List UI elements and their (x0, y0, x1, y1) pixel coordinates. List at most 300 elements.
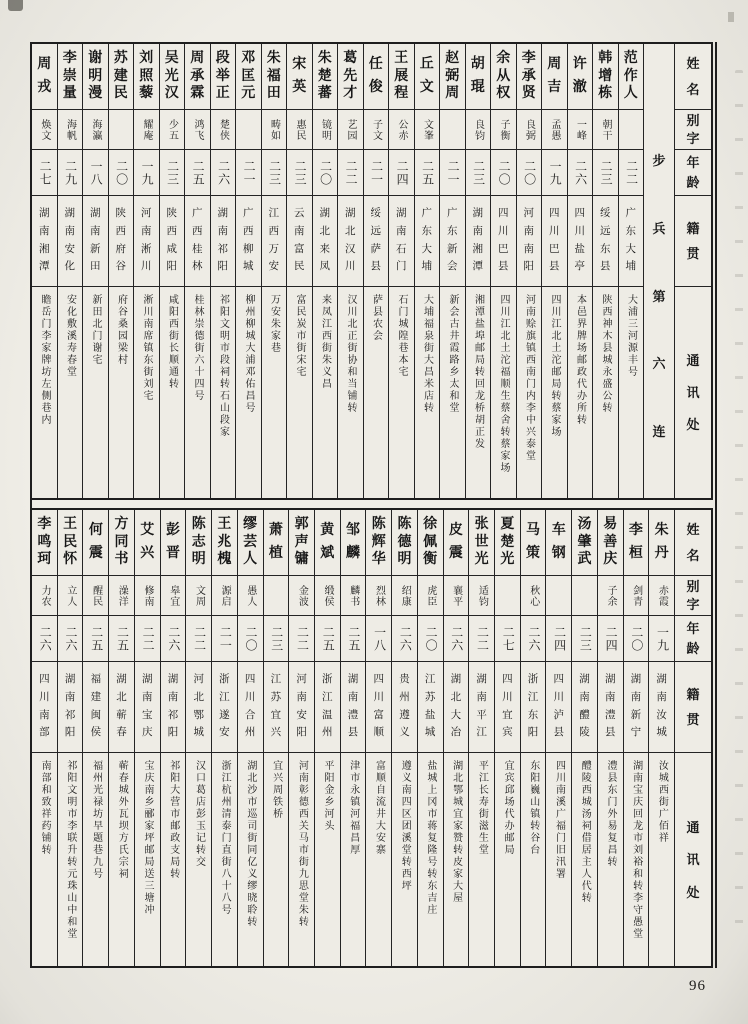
courtesy-name-cell (546, 576, 571, 616)
native-place-cell: 湖 南 安 化 (58, 196, 83, 287)
native-place-cell: 河 南 安 阳 (289, 662, 314, 753)
person-column (261, 44, 287, 498)
courtesy-name-cell (495, 576, 520, 616)
courtesy-name-cell (415, 110, 440, 150)
age-cell (58, 616, 83, 662)
contact-cell (161, 753, 186, 966)
age-cell-text: 二二 (344, 159, 359, 186)
person-column (185, 510, 211, 966)
name-cell: 葛 先 才 (338, 44, 363, 110)
courtesy-name-cell (593, 110, 618, 150)
native-place-cell: 广 东 新 会 (440, 196, 465, 287)
age-cell-text: 二〇 (318, 159, 333, 186)
column-header-courtesy_name: 别 字 (675, 576, 711, 616)
contact-cell-text: 大埔福泉街大昌米店转 (421, 294, 433, 414)
contact-cell (58, 753, 83, 966)
native-place-cell: 四 川 南 部 (32, 662, 57, 753)
courtesy-name-cell (262, 110, 287, 150)
courtesy-name-cell-text: 绍康 (399, 584, 411, 607)
courtesy-name-cell-text: 缎侯 (322, 584, 334, 607)
name-cell: 李 崇 量 (58, 44, 83, 110)
name-cell: 丘 文 (415, 44, 440, 110)
native-place-cell: 湖 北 蕲 春 (109, 662, 134, 753)
native-place-cell: 四 川 宜 宾 (495, 662, 520, 753)
contact-cell (495, 753, 520, 966)
courtesy-name-cell (649, 576, 674, 616)
name-cell: 皮 震 (444, 510, 469, 576)
native-place-cell: 湖 南 新 田 (83, 196, 108, 287)
name-cell: 陈 德 明 (392, 510, 417, 576)
courtesy-name-cell (160, 110, 185, 150)
courtesy-name-cell (32, 110, 57, 150)
courtesy-name-cell-text: 修南 (142, 584, 154, 607)
courtesy-name-cell (83, 576, 108, 616)
person-column (516, 44, 542, 498)
courtesy-name-cell (341, 576, 366, 616)
contact-cell (238, 753, 263, 966)
native-place-cell: 江 苏 宜 兴 (264, 662, 289, 753)
age-cell-text: 一九 (140, 159, 155, 186)
name-cell: 陈 志 明 (186, 510, 211, 576)
contact-cell (32, 287, 57, 498)
native-place-cell: 四 川 泸 县 (546, 662, 571, 753)
contact-cell (649, 753, 674, 966)
age-cell (185, 150, 210, 196)
courtesy-name-cell (598, 576, 623, 616)
contact-cell-text: 四川江北土沱福顺生蔡舍转蔡家场 (498, 294, 509, 474)
age-cell (160, 150, 185, 196)
native-place-cell: 湖 南 新 宁 (624, 662, 649, 753)
native-place-cell: 江 苏 盐 城 (418, 662, 443, 753)
name-cell: 范 作 人 (619, 44, 644, 110)
age-cell (392, 616, 417, 662)
person-column (235, 44, 261, 498)
name-cell: 王 兆 槐 (212, 510, 237, 576)
contact-cell (135, 753, 160, 966)
courtesy-name-cell-text: 子余 (604, 584, 616, 607)
contact-cell-text: 湖南宝庆回龙市刘裕和转李守愚堂 (630, 760, 642, 940)
contact-cell (32, 753, 57, 966)
courtesy-name-cell (542, 110, 567, 150)
contact-cell-text: 南部和致祥药铺转 (39, 760, 51, 856)
contact-cell (491, 287, 516, 498)
name-cell: 胡 琨 (466, 44, 491, 110)
age-cell (568, 150, 593, 196)
person-column (545, 510, 571, 966)
person-column (414, 44, 440, 498)
age-cell-text: 二一 (446, 159, 461, 186)
person-column (159, 44, 185, 498)
person-column (592, 44, 618, 498)
person-column (439, 44, 465, 498)
courtesy-name-cell-text: 海瀛 (90, 118, 101, 141)
name-cell: 余 从 权 (491, 44, 516, 110)
contact-cell-text: 本邑界牌场邮政代办所转 (574, 294, 586, 426)
contact-cell-text: 遵义南四区团溪堂转西坪 (399, 760, 411, 892)
age-cell (83, 616, 108, 662)
name-cell: 王 展 程 (389, 44, 414, 110)
contact-cell (572, 753, 597, 966)
age-cell (313, 150, 338, 196)
contact-cell-text: 四川南溪广福门旧汛署 (553, 760, 565, 880)
age-cell (338, 150, 363, 196)
contact-cell (389, 287, 414, 498)
courtesy-name-cell-text: 虎臣 (424, 584, 436, 607)
contact-cell (211, 287, 236, 498)
contact-cell (418, 753, 443, 966)
courtesy-name-cell (313, 110, 338, 150)
person-column (337, 44, 363, 498)
native-place-cell: 河 南 淅 川 (134, 196, 159, 287)
name-cell: 李 桓 (624, 510, 649, 576)
contact-cell-text: 平阳金乡河头 (322, 760, 334, 832)
age-cell (440, 150, 465, 196)
name-cell: 艾 兴 (135, 510, 160, 576)
person-column (82, 44, 108, 498)
person-column (571, 510, 597, 966)
age-cell (598, 616, 623, 662)
native-place-cell: 湖 南 祁 阳 (161, 662, 186, 753)
contact-cell-text: 澧县东门外易复昌转 (604, 760, 616, 868)
age-cell (619, 150, 644, 196)
age-cell (32, 150, 57, 196)
age-cell (315, 616, 340, 662)
contact-cell-text: 湘潭盐埠邮局转回龙桥胡正发 (472, 294, 484, 450)
contact-cell (313, 287, 338, 498)
age-cell (83, 150, 108, 196)
courtesy-name-cell-text: 源启 (219, 584, 231, 607)
native-place-cell: 广 西 柳 城 (236, 196, 261, 287)
courtesy-name-cell-text: 襄平 (450, 584, 462, 607)
age-cell (58, 150, 83, 196)
age-cell (236, 150, 261, 196)
column-header-age: 年 龄 (675, 150, 711, 196)
courtesy-name-cell-text: 文峯 (421, 118, 433, 141)
age-cell-text: 二〇 (424, 625, 439, 652)
name-cell: 段 举 正 (211, 44, 236, 110)
header-column (674, 510, 711, 966)
courtesy-name-cell (161, 576, 186, 616)
contact-cell (134, 287, 159, 498)
name-cell: 缪 芸 人 (238, 510, 263, 576)
column-header-age: 年 龄 (675, 616, 711, 662)
age-cell-text: 二〇 (114, 159, 129, 186)
name-cell: 陈 辉 华 (366, 510, 391, 576)
contact-cell-text: 汝城西街广佰祥 (656, 760, 668, 844)
age-cell-text: 二三 (165, 159, 180, 186)
courtesy-name-cell-text: 秋心 (527, 584, 539, 607)
courtesy-name-cell (392, 576, 417, 616)
native-place-cell: 广 东 大 埔 (415, 196, 440, 287)
native-place-cell: 四 川 巴 县 (491, 196, 516, 287)
name-cell: 朱 丹 (649, 510, 674, 576)
courtesy-name-cell-text: 金波 (296, 584, 308, 607)
roster-table-bottom (30, 508, 713, 968)
contact-cell (364, 287, 389, 498)
age-cell (366, 616, 391, 662)
courtesy-name-cell (83, 110, 108, 150)
courtesy-name-cell-text: 焕文 (39, 118, 50, 141)
age-cell-text: 二六 (166, 625, 181, 652)
contact-cell (517, 287, 542, 498)
contact-cell (109, 753, 134, 966)
age-cell-text: 一九 (655, 625, 670, 652)
courtesy-name-cell (364, 110, 389, 150)
native-place-cell: 四 川 巴 县 (542, 196, 567, 287)
person-column (340, 510, 366, 966)
age-cell (109, 150, 134, 196)
native-place-cell: 河 北 鄂 城 (186, 662, 211, 753)
person-column (494, 510, 520, 966)
name-cell: 何 震 (83, 510, 108, 576)
courtesy-name-cell-text: 公赤 (396, 118, 407, 141)
contact-cell-text: 淅川南席镇东街刘宅 (141, 294, 152, 402)
contact-cell-text: 盐城上冈市蒋复隆号转东吉庄 (424, 760, 436, 916)
contact-cell (287, 287, 312, 498)
person-column (286, 44, 312, 498)
person-column (468, 510, 494, 966)
name-cell: 谢 明 漫 (83, 44, 108, 110)
native-place-cell: 湖 南 湘 潭 (32, 196, 57, 287)
courtesy-name-cell-text: 麟书 (347, 584, 359, 607)
contact-cell-text: 汉口葛店彭玉记转交 (193, 760, 205, 868)
name-cell: 王 民 怀 (58, 510, 83, 576)
native-place-cell: 江 西 万 安 (262, 196, 287, 287)
name-cell: 邓 匡 元 (236, 44, 261, 110)
age-cell-text: 二七 (501, 625, 516, 652)
age-cell (135, 616, 160, 662)
age-cell-text: 二一 (242, 159, 257, 186)
courtesy-name-cell-text: 良弼 (523, 118, 535, 141)
age-cell-text: 二二 (141, 625, 156, 652)
person-column (32, 510, 57, 966)
contact-cell (440, 287, 465, 498)
age-cell-text: 二三 (471, 159, 486, 186)
age-cell-text: 二六 (526, 625, 541, 652)
unit-column (643, 44, 674, 498)
native-place-cell: 浙 江 东 阳 (521, 662, 546, 753)
courtesy-name-cell-text: 愚人 (244, 584, 256, 607)
name-cell: 马 策 (521, 510, 546, 576)
courtesy-name-cell-text: 烈林 (373, 584, 385, 607)
contact-cell-text: 湖北沙市巡司街同亿义缪晓聆转 (244, 760, 256, 928)
person-column (567, 44, 593, 498)
native-place-cell: 绥 远 萨 县 (364, 196, 389, 287)
courtesy-name-cell (517, 110, 542, 150)
contact-cell (83, 287, 108, 498)
name-cell: 周 戎 (32, 44, 57, 110)
native-place-cell: 湖 南 宝 庆 (135, 662, 160, 753)
age-cell-text: 二二 (475, 625, 490, 652)
courtesy-name-cell (109, 110, 134, 150)
age-cell-text: 二二 (624, 159, 639, 186)
header-column (674, 44, 711, 498)
column-header-native_place: 籍 贯 (675, 662, 711, 753)
age-cell-text: 二三 (293, 159, 308, 186)
age-cell (466, 150, 491, 196)
age-cell-text: 二〇 (522, 159, 537, 186)
native-place-cell: 湖 南 平 江 (469, 662, 494, 753)
contact-cell-text: 祁阳文明市段祠转石山段家 (217, 294, 229, 438)
age-cell (469, 616, 494, 662)
age-cell-text: 二四 (395, 159, 410, 186)
person-column (57, 510, 83, 966)
person-column (648, 510, 674, 966)
courtesy-name-cell-text: 剑青 (630, 584, 642, 607)
age-cell-text: 二六 (216, 159, 231, 186)
name-cell: 徐 佩 衡 (418, 510, 443, 576)
courtesy-name-cell-text: 畴如 (268, 118, 280, 141)
person-column (184, 44, 210, 498)
courtesy-name-cell (624, 576, 649, 616)
contact-cell-text: 浙江杭州清泰门直街八十八号 (219, 760, 231, 916)
contact-cell (546, 753, 571, 966)
native-place-cell: 湖 南 澧 县 (341, 662, 366, 753)
contact-cell (186, 753, 211, 966)
age-cell-text: 二五 (89, 625, 104, 652)
person-column (520, 510, 546, 966)
name-cell: 郭 声 镛 (289, 510, 314, 576)
name-cell: 许 澈 (568, 44, 593, 110)
name-cell: 韩 增 栋 (593, 44, 618, 110)
age-cell (287, 150, 312, 196)
age-cell (134, 150, 159, 196)
courtesy-name-cell-text: 海帆 (64, 118, 76, 141)
contact-cell (262, 287, 287, 498)
courtesy-name-cell-text: 耀庵 (141, 118, 152, 141)
courtesy-name-cell-text: 艺园 (345, 118, 356, 141)
age-cell-text: 二五 (346, 625, 361, 652)
courtesy-name-cell (389, 110, 414, 150)
contact-cell (444, 753, 469, 966)
contact-cell-text: 瞻岳门李家牌坊左侧巷内 (39, 294, 50, 426)
person-column (160, 510, 186, 966)
contact-cell (58, 287, 83, 498)
contact-cell-text: 萨县农会 (370, 294, 382, 342)
name-cell: 夏 楚 光 (495, 510, 520, 576)
courtesy-name-cell-text: 适钧 (476, 584, 488, 607)
unit-label: 步 兵 第 六 连 (652, 153, 666, 439)
contact-cell-text: 福州光禄坊早题巷九号 (90, 760, 102, 880)
contact-cell (315, 753, 340, 966)
courtesy-name-cell (58, 110, 83, 150)
courtesy-name-cell (238, 576, 263, 616)
courtesy-name-cell (444, 576, 469, 616)
native-place-cell: 湖 南 祁 阳 (211, 196, 236, 287)
name-cell: 彭 晋 (161, 510, 186, 576)
person-column (108, 44, 134, 498)
contact-cell-text: 新田北门谢宅 (90, 294, 101, 366)
age-cell-text: 二九 (63, 159, 78, 186)
contact-cell-text: 四川江北土沱邮局转蔡家场 (549, 294, 560, 438)
contact-cell-text: 富民炭市街宋宅 (294, 294, 305, 378)
contact-cell-text: 咸阳西街长顺通转 (166, 294, 178, 390)
native-place-cell: 湖 南 祁 阳 (58, 662, 83, 753)
courtesy-name-cell (521, 576, 546, 616)
courtesy-name-cell (568, 110, 593, 150)
person-column (57, 44, 83, 498)
native-place-cell: 四 川 盐 亭 (568, 196, 593, 287)
name-cell: 李 承 贤 (517, 44, 542, 110)
age-cell (593, 150, 618, 196)
contact-cell-text: 河南赊旗镇西南门内李中兴泰堂 (523, 294, 535, 462)
age-cell-text: 二六 (38, 625, 53, 652)
age-cell (161, 616, 186, 662)
person-column (314, 510, 340, 966)
name-cell: 刘 照 藜 (134, 44, 159, 110)
contact-cell (366, 753, 391, 966)
age-cell (649, 616, 674, 662)
courtesy-name-cell-text: 子文 (370, 118, 382, 141)
age-cell-text: 二三 (578, 625, 593, 652)
page-number: 96 (689, 978, 706, 994)
courtesy-name-cell (264, 576, 289, 616)
person-column (263, 510, 289, 966)
contact-cell-text: 柳州柳城大浦邓佑昌号 (243, 294, 254, 414)
courtesy-name-cell-text: 皋宜 (167, 584, 179, 607)
courtesy-name-cell-text: 一峰 (574, 118, 586, 141)
contact-cell-text: 大浦三河源丰号 (625, 294, 637, 378)
age-cell (289, 616, 314, 662)
contact-cell-text: 湖北鄂城宜家赞转皮家大屋 (450, 760, 462, 904)
contact-cell-text: 陕西神木县城永盛公转 (600, 294, 611, 414)
age-cell-text: 二一 (218, 625, 233, 652)
courtesy-name-cell (211, 110, 236, 150)
courtesy-name-cell-text: 孟愚 (549, 118, 560, 141)
contact-cell-text: 万安朱家巷 (268, 294, 280, 354)
column-header-name: 姓 名 (675, 510, 711, 576)
courtesy-name-cell-text: 立人 (64, 584, 76, 607)
native-place-cell: 四 川 富 顺 (366, 662, 391, 753)
age-cell-text: 一八 (89, 159, 104, 186)
contact-cell-text: 河南彰德西关马市街九思堂朱转 (296, 760, 308, 928)
person-column (288, 510, 314, 966)
courtesy-name-cell (619, 110, 644, 150)
courtesy-name-cell (469, 576, 494, 616)
native-place-cell: 广 东 大 埔 (619, 196, 644, 287)
name-cell: 朱 福 田 (262, 44, 287, 110)
contact-cell (289, 753, 314, 966)
courtesy-name-cell-text: 澡洋 (116, 584, 128, 607)
courtesy-name-cell-text: 惠民 (294, 118, 305, 141)
age-cell (444, 616, 469, 662)
person-column (490, 44, 516, 498)
person-column (32, 44, 57, 498)
age-cell (418, 616, 443, 662)
age-cell-text: 二〇 (244, 625, 259, 652)
age-cell-text: 二七 (38, 159, 53, 186)
age-cell-text: 二六 (398, 625, 413, 652)
courtesy-name-cell (58, 576, 83, 616)
contact-cell-text: 桂林崇德街六十四号 (192, 294, 203, 402)
native-place-cell: 河 南 南 阳 (517, 196, 542, 287)
age-cell-text: 二三 (269, 625, 284, 652)
person-column (82, 510, 108, 966)
contact-cell (568, 287, 593, 498)
contact-cell (341, 753, 366, 966)
person-column (133, 44, 159, 498)
native-place-cell: 浙 江 遂 安 (212, 662, 237, 753)
courtesy-name-cell (186, 576, 211, 616)
age-cell (109, 616, 134, 662)
column-header-contact: 通 讯 处 (686, 353, 700, 432)
column-header-contact: 通 讯 处 (686, 819, 700, 900)
person-column (211, 510, 237, 966)
contact-cell (466, 287, 491, 498)
name-cell: 易 善 庆 (598, 510, 623, 576)
column-header-native_place: 籍 贯 (675, 196, 711, 287)
age-cell-text: 二四 (552, 625, 567, 652)
